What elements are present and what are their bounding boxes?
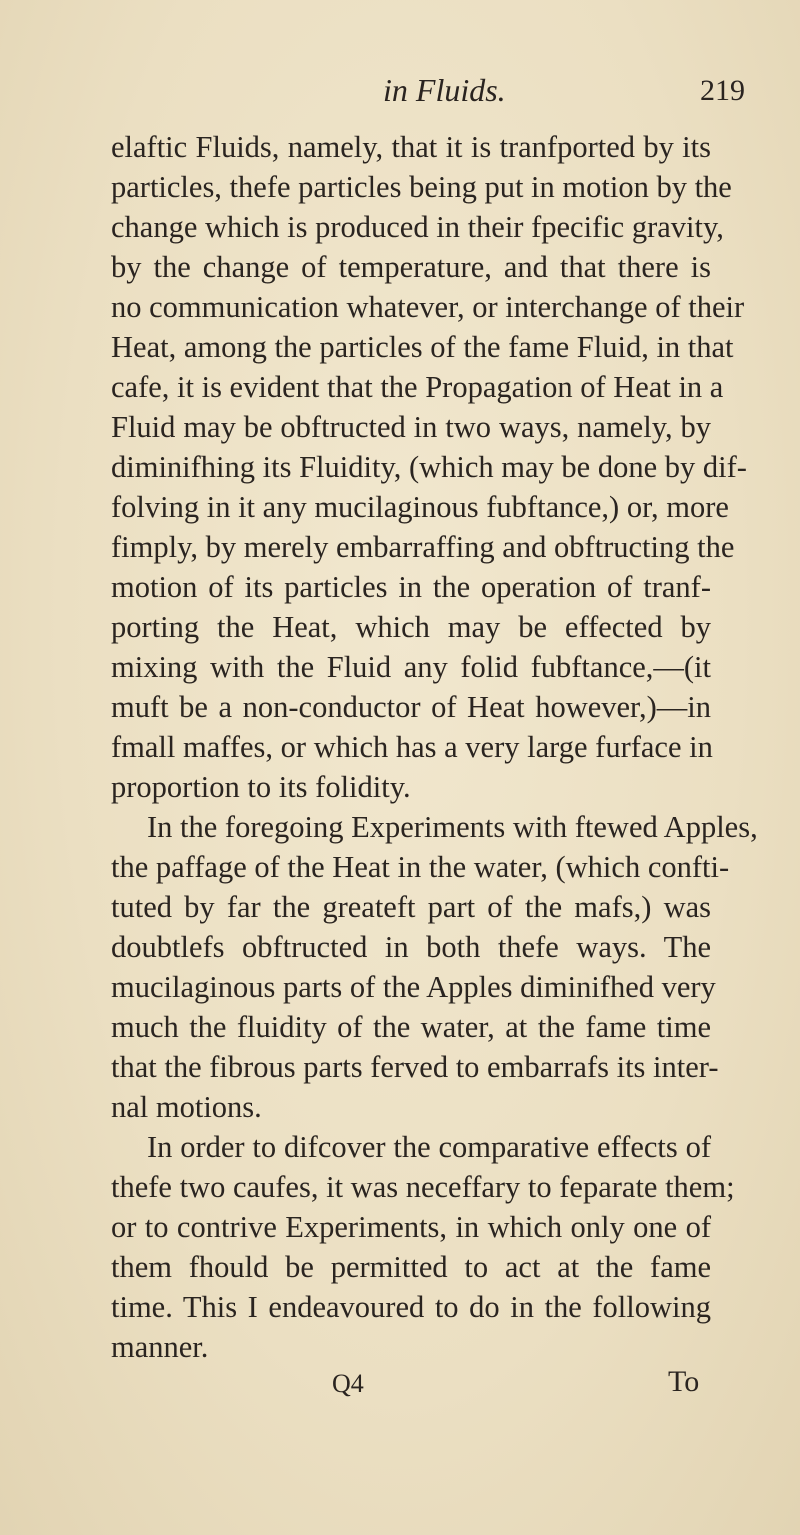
text-line: particles, thefe particles being put in motion by the — [111, 170, 732, 204]
text-line: porting the Heat, which may be effected by — [111, 610, 711, 644]
text-line: time. This I endeavoured to do in the following — [111, 1290, 711, 1324]
text-line: Fluid may be obftructed in two ways, namely, by — [111, 410, 711, 444]
text-line: muft be a non-conductor of Heat however,)—in — [111, 690, 711, 724]
text-line: by the change of temperature, and that there is — [111, 250, 711, 284]
text-line: mixing with the Fluid any folid fubftance,—(it — [111, 650, 711, 684]
text-line: doubtlefs obftructed in both thefe ways. The — [111, 930, 711, 964]
text-line: nal motions. — [111, 1090, 262, 1124]
running-head: in Fluids. — [383, 72, 506, 108]
text-line: diminifhing its Fluidity, (which may be done by dif- — [111, 450, 747, 484]
page-footer — [0, 1365, 800, 1415]
text-line: elaftic Fluids, namely, that it is tranfported by its — [111, 130, 711, 164]
text-line: them fhould be permitted to act at the fame — [111, 1250, 711, 1284]
text-line: fmall maffes, or which has a very large furface in — [111, 730, 713, 764]
text-line: thefe two caufes, it was neceffary to feparate them; — [111, 1170, 735, 1204]
text-line: change which is produced in their fpecific gravity, — [111, 210, 724, 244]
catchword: To — [668, 1365, 700, 1398]
text-line: tuted by far the greateft part of the mafs,) was — [111, 890, 711, 924]
text-line: no communication whatever, or interchange of their — [111, 290, 745, 324]
text-line: that the fibrous parts ferved to embarrafs its inter- — [111, 1050, 719, 1084]
text-line: fimply, by merely embarraffing and obftructing the — [111, 530, 735, 564]
text-line: the paffage of the Heat in the water, (which confti- — [111, 850, 730, 884]
text-line: Heat, among the particles of the fame Fluid, in that — [111, 330, 734, 364]
page-number: 219 — [700, 74, 745, 107]
text-line: In order to difcover the comparative effects of — [147, 1130, 711, 1164]
text-line: proportion to its folidity. — [111, 770, 411, 804]
text-line: In the foregoing Experiments with ftewed Apples, — [147, 810, 758, 844]
body-text — [111, 127, 758, 1367]
text-line: mucilaginous parts of the Apples diminifhed very — [111, 970, 716, 1004]
text-line: or to contrive Experiments, in which only one of — [111, 1210, 711, 1244]
page-header — [0, 62, 800, 112]
text-line: manner. — [111, 1330, 209, 1364]
text-line: motion of its particles in the operation of tranf- — [111, 570, 711, 604]
signature-mark: Q4 — [332, 1369, 364, 1398]
text-line: cafe, it is evident that the Propagation of Heat in a — [111, 370, 724, 404]
text-line: much the fluidity of the water, at the fame time — [111, 1010, 711, 1044]
text-line: folving in it any mucilaginous fubftance,) or, more — [111, 490, 729, 524]
